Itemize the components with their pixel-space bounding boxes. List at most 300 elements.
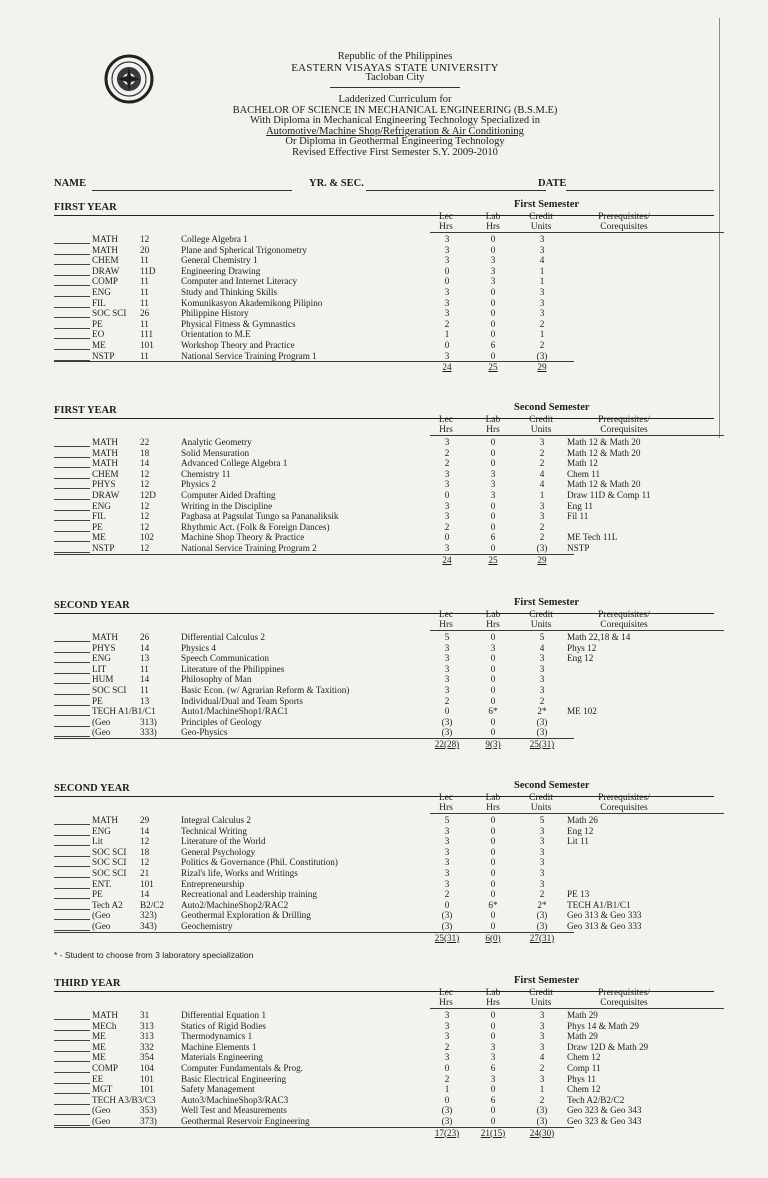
lec-hrs-header	[431, 610, 461, 630]
lec-hours: 3	[444, 642, 450, 653]
lec-hours: 2	[444, 458, 450, 469]
subject-title: General Chemistry 1	[181, 255, 258, 266]
lec-hours: 3	[444, 437, 450, 447]
yr-sec-field[interactable]	[366, 190, 546, 191]
header-rule	[430, 630, 724, 631]
prerequisite: Draw 11D & Comp 11	[567, 490, 651, 500]
diploma-line-3: Or Diploma in Geothermal Engineering Technology	[285, 136, 505, 147]
subject-code: MATH	[92, 1010, 119, 1020]
prerequisites-header-line2: Corequisites	[600, 222, 648, 232]
diploma-line-1: With Diploma in Mechanical Engineering Technology Specialized in	[250, 115, 540, 126]
subject-row	[54, 706, 724, 717]
subject-number: 31	[140, 1010, 150, 1020]
lec-hours: 2	[444, 695, 450, 706]
subject-title: Writing in the Discipline	[181, 500, 273, 511]
lab-hours: 3	[490, 479, 496, 490]
credit-units-header-line2: Units	[530, 222, 552, 232]
lab-hrs-header	[478, 610, 508, 630]
subject-title: Computer Aided Drafting	[181, 490, 276, 500]
subject-title: Literature of the Philippines	[181, 663, 285, 674]
subject-row	[54, 276, 724, 287]
subject-number: 332	[140, 1041, 154, 1052]
subject-code: ENT.	[92, 878, 112, 889]
subject-title: Basic Electrical Engineering	[181, 1073, 287, 1084]
lab-hours: 0	[490, 543, 496, 553]
lab-hours: 0	[490, 318, 496, 329]
prerequisites-header-line1: Prerequisites/	[598, 610, 650, 620]
lab-hrs-header	[478, 988, 508, 1008]
subject-row	[54, 329, 724, 340]
lab-hours: 0	[490, 663, 496, 674]
lab-hours: 0	[490, 1031, 496, 1042]
lab-hours: 0	[490, 685, 496, 695]
total-lab: 25	[488, 362, 498, 373]
subject-title: Machine Shop Theory & Practice	[181, 532, 305, 543]
credit-units: 2	[539, 695, 545, 706]
subject-title: Chemistry 11	[181, 468, 231, 479]
lab-hours: 0	[490, 716, 496, 727]
subject-title: Physics 2	[181, 479, 216, 490]
lec-hrs-header	[431, 793, 461, 813]
prerequisites-header-line1: Prerequisites/	[598, 415, 650, 425]
lec-hours: 0	[444, 340, 450, 350]
lab-hours: 3	[490, 276, 496, 287]
total-cr: 29	[537, 362, 547, 373]
prerequisite: Comp 11	[567, 1063, 601, 1073]
lab-hrs-header-line2: Hrs	[486, 998, 500, 1008]
lec-hrs-header-line1: Lec	[438, 988, 454, 998]
prerequisite: Tech A2/B2/C2	[567, 1094, 625, 1105]
footnote: * - Student to choose from 3 laboratory specialization	[54, 950, 254, 960]
credit-units-header	[521, 988, 561, 1008]
prerequisite: Chem 11	[567, 468, 601, 479]
credit-units: 3	[539, 297, 545, 308]
subject-number: 323)	[140, 910, 157, 921]
lec-hours: 3	[444, 878, 450, 889]
lec-hrs-header-line1: Lec	[438, 793, 454, 803]
credit-units-header	[521, 415, 561, 435]
subject-title: Workshop Theory and Practice	[181, 340, 295, 350]
lec-hours: 0	[444, 276, 450, 287]
lec-hrs-header	[431, 212, 461, 232]
lec-hours: 3	[444, 825, 450, 836]
subject-code: MATH	[92, 234, 119, 244]
subject-row	[54, 1021, 724, 1032]
subject-number: 22	[140, 437, 150, 447]
subject-code: NSTP	[92, 350, 115, 361]
credit-units-header	[521, 793, 561, 813]
subject-code: TECH A3/B3/C3	[92, 1094, 156, 1105]
subject-number: 354	[140, 1052, 154, 1063]
subject-title: Computer Fundamentals & Prog.	[181, 1063, 303, 1073]
prerequisite: Geo 313 & Geo 333	[567, 910, 642, 921]
credit-units: 3	[539, 868, 545, 878]
curriculum-header	[200, 95, 590, 158]
subject-number: 333)	[140, 727, 157, 738]
subject-row	[54, 479, 724, 490]
year-heading: FIRST YEAR	[54, 405, 117, 416]
lec-hours: (3)	[441, 716, 453, 727]
lec-hours: 3	[444, 1052, 450, 1063]
lec-hours: 2	[444, 318, 450, 329]
credit-units: 2	[539, 318, 545, 329]
subject-row	[54, 643, 724, 654]
lec-hours: 0	[444, 1063, 450, 1073]
lab-hrs-header-line2: Hrs	[486, 425, 500, 435]
subject-number: 313)	[140, 716, 157, 727]
credit-units: 3	[539, 437, 545, 447]
year-heading: SECOND YEAR	[54, 600, 130, 611]
subject-code: EO	[92, 329, 105, 340]
lab-hours: 3	[490, 490, 496, 500]
subject-code: CHEM	[92, 255, 119, 266]
lec-hours: 1	[444, 329, 450, 340]
university-header	[200, 52, 590, 84]
subject-number: 12	[140, 543, 150, 553]
lab-hours: 0	[490, 846, 496, 857]
total-lec: 22(28)	[434, 739, 460, 749]
subject-number: 18	[140, 846, 150, 857]
prerequisite: Math 29	[567, 1031, 598, 1042]
subject-title: College Algebra 1	[181, 234, 248, 244]
prerequisites-header-line2: Corequisites	[600, 425, 648, 435]
lec-hours: 0	[444, 1094, 450, 1105]
credit-units: 3	[539, 1010, 545, 1020]
subject-title: Philippine History	[181, 308, 249, 319]
credit-units: 2	[539, 447, 545, 458]
credit-units: 3	[539, 878, 545, 889]
lec-hours: 5	[444, 815, 450, 825]
subject-number: 313	[140, 1031, 154, 1042]
subject-code: ENG	[92, 825, 111, 836]
subject-code: (Geo	[92, 1116, 111, 1126]
prerequisites-header-line1: Prerequisites/	[598, 793, 650, 803]
prerequisite: Phys 14 & Math 29	[567, 1020, 639, 1031]
prerequisite: Eng 12	[567, 825, 594, 836]
lab-hrs-header-line2: Hrs	[486, 803, 500, 813]
subject-code: ME	[92, 1031, 106, 1042]
credit-units: 3	[539, 287, 545, 297]
lec-hours: 3	[444, 868, 450, 878]
subject-title: Statics of Rigid Bodies	[181, 1020, 266, 1031]
credit-units: 1	[539, 1084, 545, 1095]
credit-units: (3)	[536, 921, 548, 931]
subject-row	[54, 543, 724, 554]
subject-title: Geo-Physics	[181, 727, 228, 738]
subject-row	[54, 469, 724, 480]
subject-title: Politics & Governance (Phil. Constitution)	[181, 857, 338, 868]
lab-hours: 3	[490, 255, 496, 266]
lec-hours: 3	[444, 674, 450, 685]
subject-title: Plane and Spherical Trigonometry	[181, 244, 307, 255]
subject-code: SOC SCI	[92, 308, 127, 319]
subject-code: PHYS	[92, 479, 116, 490]
subject-code: COMP	[92, 1063, 119, 1073]
subject-row	[54, 815, 724, 826]
degree-title: BACHELOR OF SCIENCE IN MECHANICAL ENGINEERING (B.S.M.E)	[232, 104, 558, 116]
subject-title: Entrepreneurship	[181, 878, 245, 889]
subject-row	[54, 1052, 724, 1063]
lab-hours: 0	[490, 889, 496, 900]
prerequisite: Geo 323 & Geo 343	[567, 1116, 642, 1126]
subject-code: ME	[92, 1041, 106, 1052]
name-label: NAME	[54, 178, 87, 189]
lab-hours: 0	[490, 437, 496, 447]
prerequisite: NSTP	[567, 543, 590, 553]
subject-row	[54, 532, 724, 543]
subject-title: Physics 4	[181, 642, 216, 653]
lab-hours: 0	[490, 836, 496, 847]
lab-hours: 0	[490, 878, 496, 889]
subject-title: Integral Calculus 2	[181, 815, 251, 825]
subject-number: 29	[140, 815, 150, 825]
credit-units: (3)	[536, 727, 548, 738]
subject-code: (Geo	[92, 921, 111, 931]
subject-code: PHYS	[92, 642, 116, 653]
lec-hours: 2	[444, 447, 450, 458]
credit-units: (3)	[536, 1116, 548, 1126]
lec-hrs-header-line1: Lec	[438, 212, 454, 222]
lab-hours: 3	[490, 1073, 496, 1084]
subject-code: SOC SCI	[92, 857, 127, 868]
lec-hours: 0	[444, 265, 450, 276]
credit-units: 4	[539, 479, 545, 490]
lab-hours: 0	[490, 1020, 496, 1031]
subject-title: Speech Communication	[181, 653, 270, 664]
subject-row	[54, 1063, 724, 1074]
credit-units: 2	[539, 458, 545, 469]
subject-row	[54, 1031, 724, 1042]
lec-hours: 3	[444, 1010, 450, 1020]
semester-heading: Second Semester	[514, 402, 590, 413]
credit-units-header-line1: Credit	[529, 415, 553, 425]
lec-hours: (3)	[441, 1116, 453, 1126]
subject-row	[54, 437, 724, 448]
subject-number: 12	[140, 234, 150, 244]
prerequisite: Math 22,18 & 14	[567, 632, 631, 642]
subject-row	[54, 857, 724, 868]
lec-hours: (3)	[441, 1105, 453, 1116]
subject-number: 313	[140, 1020, 154, 1031]
prerequisites-header-line1: Prerequisites/	[598, 212, 650, 222]
total-lab: 21(15)	[480, 1127, 506, 1138]
lec-hours: 3	[444, 663, 450, 674]
lab-hours: 0	[490, 1116, 496, 1126]
lab-hours: 0	[490, 458, 496, 469]
credit-units: (3)	[536, 910, 548, 921]
subject-code: NSTP	[92, 543, 115, 553]
subject-row	[54, 448, 724, 459]
prerequisite: Draw 12D & Math 29	[567, 1041, 649, 1052]
subject-title: Well Test and Measurements	[181, 1105, 287, 1116]
subject-code: CHEM	[92, 468, 119, 479]
credit-units: 3	[539, 653, 545, 664]
subject-title: Pagbasa at Pagsulat Tungo sa Pananaliksik	[181, 511, 339, 522]
subject-code: HUM	[92, 674, 114, 685]
subject-number: 11	[140, 276, 149, 287]
subject-row	[54, 298, 724, 309]
lab-hours: 6*	[488, 899, 498, 910]
total-lab: 6(0)	[485, 932, 501, 943]
prerequisite: Geo 323 & Geo 343	[567, 1105, 642, 1116]
prerequisite: Chem 12	[567, 1084, 601, 1095]
subject-row	[54, 664, 724, 675]
credit-units: 4	[539, 468, 545, 479]
effectivity-line: Revised Effective First Semester S.Y. 2009-2010	[292, 146, 498, 158]
page-edge-line	[719, 18, 720, 438]
lec-hours: 0	[444, 532, 450, 543]
subject-row	[54, 1084, 724, 1095]
subject-number: 11	[140, 297, 149, 308]
prerequisite: Math 12 & Math 20	[567, 447, 641, 458]
lab-hours: 0	[490, 825, 496, 836]
lab-hours: 0	[490, 653, 496, 664]
subject-number: 11	[140, 255, 149, 266]
republic-line: Republic of the Philippines	[337, 51, 453, 62]
subject-number: 111	[140, 329, 154, 340]
lec-hrs-header-line2: Hrs	[439, 425, 453, 435]
prerequisites-header	[574, 793, 674, 813]
subject-code: SOC SCI	[92, 685, 127, 695]
credit-units: 2	[539, 340, 545, 350]
lec-hrs-header-line2: Hrs	[439, 222, 453, 232]
subject-row	[54, 653, 724, 664]
credit-units: 3	[539, 234, 545, 244]
subject-row	[54, 255, 724, 266]
subject-number: 21	[140, 868, 150, 878]
credit-units: 2	[539, 1094, 545, 1105]
lab-hours: 0	[490, 910, 496, 921]
lec-hrs-header-line1: Lec	[438, 610, 454, 620]
subject-row	[54, 234, 724, 245]
credit-units: 4	[539, 1052, 545, 1063]
total-lab: 25	[488, 554, 498, 565]
lec-hours: 5	[444, 632, 450, 642]
lec-hours: 3	[444, 468, 450, 479]
subject-number: 12	[140, 468, 150, 479]
lec-hours: 2	[444, 1041, 450, 1052]
lab-hrs-header-line2: Hrs	[486, 620, 500, 630]
subject-row	[54, 490, 724, 501]
prerequisites-header	[574, 988, 674, 1008]
lec-hours: 0	[444, 706, 450, 717]
subject-number: 101	[140, 340, 154, 350]
lec-hrs-header-line1: Lec	[438, 415, 454, 425]
credit-units: 3	[539, 674, 545, 685]
subject-row	[54, 266, 724, 277]
subject-number: 373)	[140, 1116, 157, 1126]
credit-units: 4	[539, 255, 545, 266]
lab-hours: 3	[490, 265, 496, 276]
header-rule	[430, 813, 724, 814]
subject-row	[54, 889, 724, 900]
subject-code: MATH	[92, 244, 119, 255]
subject-title: Geochemistry	[181, 921, 233, 931]
credit-units-header-line2: Units	[530, 620, 552, 630]
subject-row	[54, 632, 724, 643]
total-lec: 17(23)	[434, 1127, 460, 1138]
lec-hours: 2	[444, 889, 450, 900]
subject-number: 101	[140, 1073, 154, 1084]
subject-code: PE	[92, 318, 103, 329]
subject-number: 102	[140, 532, 154, 543]
subject-code: PE	[92, 521, 103, 532]
subject-title: Safety Management	[181, 1084, 255, 1095]
subject-row	[54, 685, 724, 696]
credit-units-header	[521, 212, 561, 232]
lab-hours: 0	[490, 308, 496, 319]
credit-units: 1	[539, 265, 545, 276]
subject-row	[54, 847, 724, 858]
lab-hours: 0	[490, 1084, 496, 1095]
lec-hours: 3	[444, 308, 450, 319]
prerequisite: ME 102	[567, 706, 597, 717]
subject-number: 101	[140, 878, 154, 889]
credit-units: 3	[539, 1041, 545, 1052]
lab-hrs-header-line1: Lab	[485, 988, 501, 998]
header-rule	[430, 435, 724, 436]
subject-title: Auto3/MachineShop3/RAC3	[181, 1094, 289, 1105]
subject-number: 343)	[140, 921, 157, 931]
subject-number: 11	[140, 663, 149, 674]
subject-title: Recreational and Leadership training	[181, 889, 317, 900]
lec-hours: (3)	[441, 727, 453, 738]
subject-number: 101	[140, 1084, 154, 1095]
lec-hours: 3	[444, 287, 450, 297]
subject-title: Rizal's life, Works and Writings	[181, 868, 298, 878]
subject-title: Thermodynamics 1	[181, 1031, 253, 1042]
prerequisites-header-line2: Corequisites	[600, 620, 648, 630]
credit-units: 3	[539, 857, 545, 868]
subject-number: 353)	[140, 1105, 157, 1116]
subject-title: Auto2/MachineShop2/RAC2	[181, 899, 289, 910]
lab-hours: 0	[490, 244, 496, 255]
subject-code: ME	[92, 1052, 106, 1063]
university-seal-icon	[104, 54, 154, 104]
subject-title: Differential Equation 1	[181, 1010, 267, 1020]
subject-title: General Psychology	[181, 846, 256, 857]
credit-units: 3	[539, 500, 545, 511]
credit-units: 2	[539, 889, 545, 900]
subject-title: Analytic Geometry	[181, 437, 252, 447]
subject-title: Solid Mensuration	[181, 447, 250, 458]
subject-code: DRAW	[92, 265, 120, 276]
credit-units: 3	[539, 685, 545, 695]
lab-hours: 6*	[488, 706, 498, 717]
subject-number: 11	[140, 318, 149, 329]
prerequisites-header-line2: Corequisites	[600, 998, 648, 1008]
lec-hours: 3	[444, 500, 450, 511]
prerequisite: Fil 11	[567, 511, 589, 522]
lec-hours: 3	[444, 857, 450, 868]
credit-units: 3	[539, 836, 545, 847]
year-heading: FIRST YEAR	[54, 202, 117, 213]
subject-code: MATH	[92, 458, 119, 469]
subject-row	[54, 674, 724, 685]
subject-code: ME	[92, 532, 106, 543]
subject-code: COMP	[92, 276, 119, 287]
lec-hours: 0	[444, 899, 450, 910]
lab-hours: 0	[490, 632, 496, 642]
subject-code: (Geo	[92, 727, 111, 738]
semester-heading: First Semester	[514, 199, 580, 210]
name-field[interactable]	[92, 190, 292, 191]
lab-hours: 0	[490, 921, 496, 931]
subject-row	[54, 522, 724, 533]
date-field[interactable]	[566, 190, 714, 191]
subject-code: MATH	[92, 632, 119, 642]
subject-code: TECH A1/B1/C1	[92, 706, 156, 717]
